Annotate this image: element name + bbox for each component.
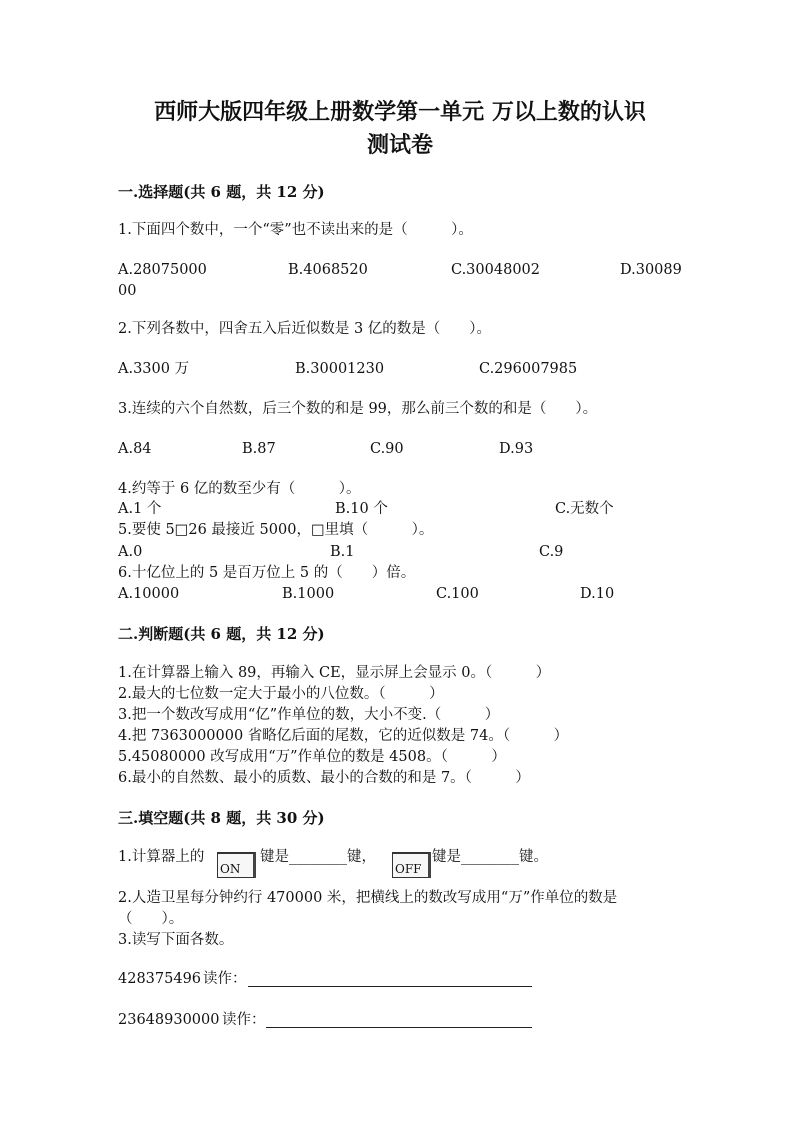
choice-q2-stem: 2.下列各数中，四舍五入后近似数是 3 亿的数是（ ）。	[118, 321, 492, 337]
judge-q4: 4.把 7363000000 省略亿后面的尾数，它的近似数是 74。（ ）	[118, 728, 569, 744]
fill-q1-suffix: 键是________键。	[432, 849, 548, 865]
fill-q3-item2-label: 读作：	[222, 1012, 266, 1028]
choice-q6-option-b: B.1000	[282, 586, 335, 602]
calculator-off-key-label: OFF	[395, 862, 422, 876]
choice-q5-stem: 5.要使 5□26 最接近 5000，□里填（ ）。	[118, 522, 434, 538]
fill-q3-item2-number: 23648930000	[118, 1012, 220, 1028]
choice-q4-option-a: A.1 个	[118, 501, 162, 517]
choice-q5-option-c: C.9	[539, 544, 564, 560]
calculator-off-key-image	[392, 852, 431, 878]
choice-q1-option-d: D.30089	[620, 262, 682, 278]
section-heading-judge: 二.判断题(共 6 题，共 12 分)	[118, 625, 325, 643]
fill-q2-line2: （ ）。	[118, 911, 184, 927]
choice-q3-stem: 3.连续的六个自然数，后三个数的和是 99，那么前三个数的和是（ ）。	[118, 401, 598, 417]
choice-q6-option-d: D.10	[580, 586, 615, 602]
page-title: 西师大版四年级上册数学第一单元 万以上数的认识	[154, 99, 646, 125]
fill-q3-item1-number: 428375496	[118, 971, 202, 987]
judge-q1: 1.在计算器上输入 89，再输入 CE，显示屏上会显示 0。（ ）	[118, 665, 551, 681]
fill-q1-prefix: 1.计算器上的	[118, 849, 205, 865]
choice-q6-option-c: C.100	[436, 586, 479, 602]
page-title-line2: 测试卷	[366, 132, 433, 158]
fill-q3-item1-label: 读作：	[203, 971, 247, 987]
choice-q6-stem: 6.十亿位上的 5 是百万位上 5 的（ ）倍。	[118, 565, 416, 581]
fill-q3-stem: 3.读写下面各数。	[118, 932, 234, 948]
choice-q1-stem: 1.下面四个数中，一个“零”也不读出来的是（ ）。	[118, 222, 473, 238]
choice-q1-option-b: B.4068520	[288, 262, 368, 278]
section-heading-choice: 一.选择题(共 6 题，共 12 分)	[118, 183, 325, 201]
choice-q3-option-c: C.90	[370, 441, 404, 457]
calculator-on-key-label: ON	[220, 862, 241, 876]
choice-q4-stem: 4.约等于 6 亿的数至少有（ ）。	[118, 481, 361, 497]
choice-q3-option-a: A.84	[118, 441, 152, 457]
choice-q2-option-b: B.30001230	[295, 361, 385, 377]
choice-q1-option-c: C.30048002	[451, 262, 540, 278]
fill-q2-line1: 2.人造卫星每分钟约行 470000 米，把横线上的数改写成用“万”作单位的数是	[118, 890, 618, 906]
choice-q2-option-a: A.3300 万	[118, 361, 190, 377]
fill-q3-item2-answer-line	[266, 1027, 532, 1028]
choice-q6-option-a: A.10000	[118, 586, 180, 602]
choice-q1-option-d-wrap: 00	[118, 283, 137, 299]
choice-q3-option-d: D.93	[499, 441, 534, 457]
section-heading-fill: 三.填空题(共 8 题，共 30 分)	[118, 809, 325, 827]
choice-q5-option-b: B.1	[330, 544, 355, 560]
choice-q3-option-b: B.87	[242, 441, 276, 457]
choice-q4-option-c: C.无数个	[555, 501, 614, 517]
judge-q6: 6.最小的自然数、最小的质数、最小的合数的和是 7。（ ）	[118, 770, 530, 786]
judge-q3: 3.把一个数改写成用“亿”作单位的数，大小不变.（ ）	[118, 707, 500, 723]
judge-q2: 2.最大的七位数一定大于最小的八位数。（ ）	[118, 686, 444, 702]
fill-q3-item1-answer-line	[248, 986, 532, 987]
choice-q1-option-a: A.28075000	[118, 262, 207, 278]
choice-q5-option-a: A.0	[118, 544, 143, 560]
judge-q5: 5.45080000 改写成用“万”作单位的数是 4508。（ ）	[118, 749, 506, 765]
choice-q4-option-b: B.10 个	[335, 501, 388, 517]
calculator-on-key-image	[217, 852, 256, 878]
choice-q2-option-c: C.296007985	[479, 361, 578, 377]
fill-q1-mid: 键是________键，	[260, 849, 376, 865]
